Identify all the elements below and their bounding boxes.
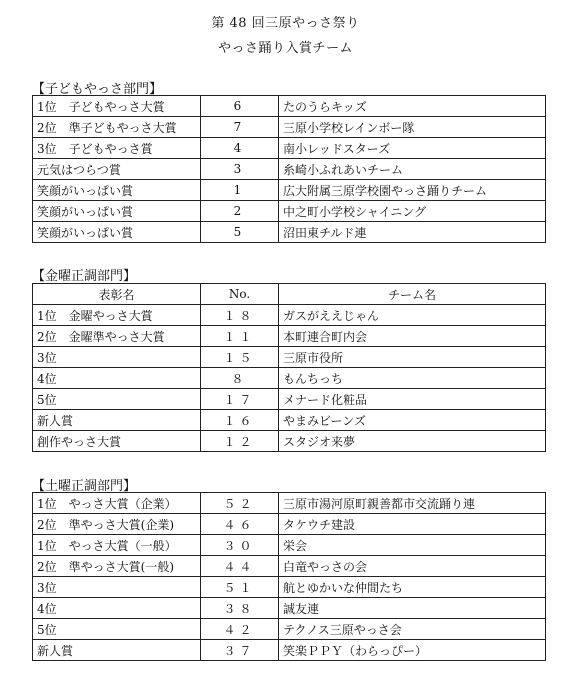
team-cell: 誠友連 [279,598,546,619]
table-row [33,535,546,556]
team-cell: 沼田東チルド連 [279,222,546,243]
number-cell: 3 [201,159,279,180]
team-cell: 笑楽ＰＰＹ（わらっぴー） [279,640,546,661]
table-row [33,347,546,368]
team-cell: タケウチ建設 [279,514,546,535]
table-row [33,619,546,640]
table-row [33,96,546,117]
award-cell: 5位 [33,619,201,640]
section-heading-friday: 【金曜正調部門】 [32,269,137,284]
table-row [33,514,546,535]
table-row [33,493,546,514]
number-cell: 6 [201,96,279,117]
team-cell: 広大附属三原学校園やっさ踊りチーム [279,180,546,201]
number-cell: ３７ [201,640,279,661]
award-cell: 2位 金曜準やっさ大賞 [33,326,201,347]
team-cell: 三原小学校レインボー隊 [279,117,546,138]
document-subtitle: やっさ踊り入賞チーム [217,41,353,56]
team-cell: 南小レッドスターズ [279,138,546,159]
award-cell: 1位 やっさ大賞（一般） [33,535,201,556]
award-cell: 元気はつらつ賞 [33,159,201,180]
table-row [33,389,546,410]
number-cell: ３０ [201,535,279,556]
team-cell: やまみビーンズ [279,410,546,431]
table-row [33,201,546,222]
table-row [33,326,546,347]
column-header-team: チーム名 [279,284,546,305]
award-cell: 2位 準子どもやっさ大賞 [33,117,201,138]
number-cell: １６ [201,410,279,431]
award-cell: 4位 [33,368,201,389]
number-cell: 1 [201,180,279,201]
number-cell: ５１ [201,577,279,598]
award-cell: 創作やっさ大賞 [33,431,201,452]
number-cell: １５ [201,347,279,368]
table-row [33,117,546,138]
award-cell: 新人賞 [33,410,201,431]
award-cell: 笑顔がいっぱい賞 [33,222,201,243]
table-row [33,598,546,619]
section-heading-kids: 【子どもやっさ部門】 [32,82,163,97]
award-cell: 4位 [33,598,201,619]
table-row [33,577,546,598]
award-cell: 1位 子どもやっさ大賞 [33,96,201,117]
table-row [33,640,546,661]
team-cell: メナード化粧品 [279,389,546,410]
column-header-number: No. [201,284,279,305]
table-row [33,368,546,389]
table-row [33,159,546,180]
team-cell: 白竜やっさの会 [279,556,546,577]
team-cell: 中之町小学校シャイニング [279,201,546,222]
awards-table-kids [32,95,546,243]
award-cell: 2位 準やっさ大賞(一般) [33,556,201,577]
number-cell: ４６ [201,514,279,535]
number-cell: １１ [201,326,279,347]
awards-table-friday [32,283,546,452]
award-cell: 新人賞 [33,640,201,661]
number-cell: ８ [201,368,279,389]
award-cell: 笑顔がいっぱい賞 [33,201,201,222]
number-cell: 5 [201,222,279,243]
table-row [33,431,546,452]
team-cell: スタジオ来夢 [279,431,546,452]
table-row [33,222,546,243]
award-cell: 笑顔がいっぱい賞 [33,180,201,201]
table-row [33,410,546,431]
award-cell: 5位 [33,389,201,410]
team-cell: 栄会 [279,535,546,556]
team-cell: 三原市役所 [279,347,546,368]
number-cell: ５２ [201,493,279,514]
number-cell: １７ [201,389,279,410]
table-row [33,305,546,326]
team-cell: 本町連合町内会 [279,326,546,347]
number-cell: １８ [201,305,279,326]
number-cell: ３８ [201,598,279,619]
column-header-award: 表彰名 [33,284,201,305]
table-row [33,138,546,159]
team-cell: たのうらキッズ [279,96,546,117]
team-cell: 航とゆかいな仲間たち [279,577,546,598]
table-row [33,180,546,201]
award-cell: 2位 準やっさ大賞(企業) [33,514,201,535]
table-header-row [33,284,546,305]
award-cell: 3位 子どもやっさ賞 [33,138,201,159]
team-cell: 糸崎小ふれあいチーム [279,159,546,180]
award-cell: 1位 やっさ大賞（企業） [33,493,201,514]
section-heading-saturday: 【土曜正調部門】 [32,479,137,494]
number-cell: 4 [201,138,279,159]
table-row [33,556,546,577]
number-cell: 7 [201,117,279,138]
award-cell: 3位 [33,347,201,368]
team-cell: もんちっち [279,368,546,389]
awards-table-saturday [32,492,546,661]
award-cell: 3位 [33,577,201,598]
team-cell: テクノス三原やっさ会 [279,619,546,640]
team-cell: 三原市湯河原町親善都市交流踊り連 [279,493,546,514]
number-cell: ４４ [201,556,279,577]
number-cell: 2 [201,201,279,222]
award-cell: 1位 金曜やっさ大賞 [33,305,201,326]
number-cell: ４２ [201,619,279,640]
document-title: 第 48 回三原やっさ祭り [211,16,360,31]
number-cell: １２ [201,431,279,452]
team-cell: ガスがええじゃん [279,305,546,326]
